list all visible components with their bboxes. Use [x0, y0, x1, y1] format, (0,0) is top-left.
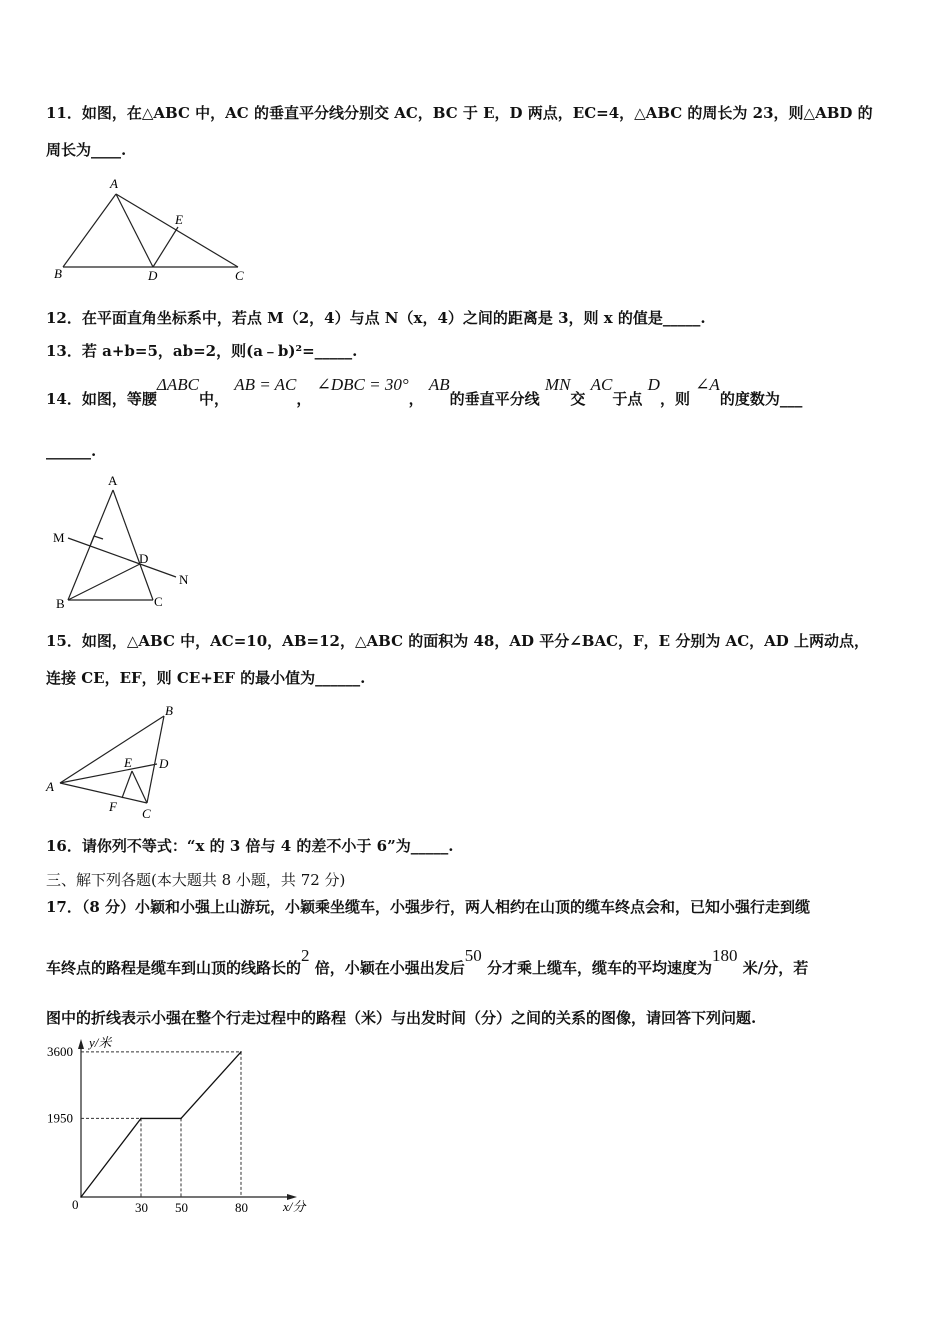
origin-label: 0 — [72, 1197, 79, 1212]
q14-p7: 于点 — [612, 390, 643, 408]
label-e: E — [124, 755, 132, 770]
seg-ac — [113, 490, 153, 600]
y-tick-label: 1950 — [47, 1110, 73, 1126]
q14-p1: 14．如图，等腰 — [46, 390, 157, 408]
label-n: N — [179, 572, 189, 587]
q14-p9: 的度数为___ — [719, 390, 803, 408]
label-b: B — [165, 703, 173, 718]
q14-m6: AC — [590, 375, 613, 394]
q17-l2b: 倍，小颖在小强出发后 — [314, 959, 465, 977]
label-d: D — [139, 551, 149, 566]
q17-l2c: 分才乘上缆车，缆车的平均速度为 — [487, 959, 713, 977]
label-b: B — [56, 596, 65, 611]
seg-ec — [132, 771, 147, 803]
q17-l2d: 米/分，若 — [742, 959, 809, 977]
q17-line3: 图中的折线表示小强在整个行走过程中的路程（米）与出发时间（分）之间的关系的图像，请回答下列问题. — [46, 1009, 757, 1027]
seg-de — [153, 227, 178, 267]
x-tick-label: 50 — [175, 1200, 188, 1215]
q14-p5: 的垂直平分线 — [449, 390, 540, 408]
q14-line1 — [46, 375, 904, 409]
q17-n3: 180 — [712, 946, 738, 965]
seg-ef — [122, 771, 132, 798]
x-axis-label: x/分 — [283, 1199, 306, 1214]
q14-p3: ， — [296, 390, 312, 408]
q11-line2: 周长为____. — [46, 141, 127, 159]
section3-heading: 三、解下列各题(本大题共 8 小题，共 72 分) — [46, 871, 346, 889]
q14-m8: ∠A — [695, 375, 720, 394]
seg-ab — [63, 194, 116, 267]
seg-ac — [60, 783, 147, 803]
data-point — [240, 1051, 242, 1053]
label-d: D — [148, 268, 158, 283]
label-c: C — [154, 594, 163, 609]
q17-n1: 2 — [301, 946, 310, 965]
q14-line2: ______. — [46, 442, 97, 460]
x-tick-label: 30 — [135, 1200, 148, 1215]
series-line — [81, 1052, 241, 1197]
seg-bd — [68, 564, 140, 600]
label-e: E — [175, 212, 183, 227]
label-a: A — [108, 473, 118, 488]
label-a: A — [46, 779, 54, 794]
label-a: A — [110, 176, 118, 191]
label-b: B — [54, 266, 62, 281]
q15-line2: 连接 CE，EF，则 CE+EF 的最小值为______. — [46, 669, 366, 687]
q14-p8: ，则 — [659, 390, 690, 408]
data-point — [140, 1118, 142, 1120]
q17-n2: 50 — [464, 946, 482, 965]
label-m: M — [53, 530, 65, 545]
data-point — [180, 1118, 182, 1120]
data-point — [80, 1196, 82, 1198]
q11-figure — [48, 172, 258, 284]
q11-line1: 11．如图，在△ABC 中，AC 的垂直平分线分别交 AC，BC 于 E，D 两点，EC=4，△ABC 的周长为 23，则△ABD 的 — [46, 104, 873, 122]
seg-mn — [68, 538, 176, 577]
q14-m1: ΔABC — [156, 375, 199, 394]
q14-m3: ∠DBC = 30° — [316, 375, 409, 394]
q14-m5: MN — [544, 375, 571, 394]
label-c: C — [235, 268, 244, 283]
label-c: C — [142, 806, 151, 821]
y-axis-arrow — [78, 1039, 84, 1049]
q17-chart — [40, 1035, 320, 1220]
q14-p2: 中， — [198, 390, 229, 408]
q14-p4: ， — [408, 390, 424, 408]
y-tick-label: 3600 — [47, 1043, 73, 1059]
right-angle-mark — [90, 536, 103, 546]
q17-l2a: 车终点的路程是缆车到山顶的线路长的 — [46, 959, 302, 977]
label-f: F — [109, 799, 117, 814]
q12-text: 12．在平面直角坐标系中，若点 M（2，4）与点 N（x，4）之间的距离是 3，则 x 的值是_____. — [46, 309, 706, 327]
q15-line1: 15．如图，△ABC 中，AC=10，AB=12，△ABC 的面积为 48，AD 平分∠BAC，F，E 分别为 AC，AD 上两动点， — [46, 632, 869, 650]
q13-text: 13．若 a+b=5，ab=2，则(a﹣b)²=_____. — [46, 342, 358, 360]
q16-text: 16．请你列不等式：“x 的 3 倍与 4 的差不小于 6”为_____. — [46, 837, 454, 855]
q14-m4: AB — [428, 375, 450, 394]
q14-m2: AB = AC — [234, 375, 297, 394]
q15-figure — [42, 700, 192, 824]
y-axis-label: y/米 — [89, 1035, 112, 1050]
q17-line1: 17．（8 分）小颖和小强上山游玩，小颖乘坐缆车，小强步行，两人相约在山顶的缆车终点会和，已知小强行走到缆 — [46, 898, 811, 916]
q14-m7: D — [647, 375, 660, 394]
x-tick-label: 80 — [235, 1200, 248, 1215]
q14-p6: 交 — [570, 390, 586, 408]
q14-figure — [48, 472, 208, 616]
label-d: D — [159, 756, 169, 771]
q17-line2 — [46, 946, 904, 978]
